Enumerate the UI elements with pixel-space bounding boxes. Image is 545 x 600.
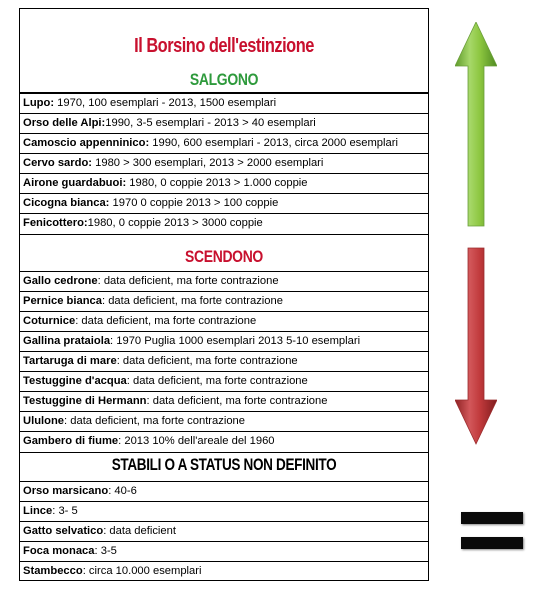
table-row — [20, 431, 428, 451]
table-row — [20, 133, 428, 153]
section-heading-stable: STABILI O A STATUS NON DEFINITO — [111, 456, 337, 474]
species-status: : data deficient, ma forte contrazione — [116, 355, 298, 367]
species-name: Lupo: — [23, 97, 55, 109]
species-status: : 3- 5 — [52, 505, 78, 517]
table-row — [20, 541, 428, 561]
extinction-table — [19, 8, 429, 581]
species-status: : 3-5 — [94, 545, 117, 557]
table-row — [20, 331, 428, 351]
species-name: Gallina prataiola — [23, 335, 111, 347]
species-name: Coturnice — [23, 315, 76, 327]
section-heading-up: SALGONO — [189, 70, 259, 89]
table-row — [20, 481, 428, 501]
species-status: : data deficient — [103, 525, 176, 537]
species-name: Testuggine di Hermann — [23, 395, 147, 407]
species-name: Camoscio appenninico: — [23, 137, 150, 149]
species-status: : 2013 10% dell'areale del 1960 — [118, 435, 275, 447]
table-row — [20, 311, 428, 331]
equals-icon — [461, 537, 523, 549]
species-status: : data deficient, ma forte contrazione — [101, 295, 283, 307]
table-row — [20, 501, 428, 521]
species-name: Gatto selvatico — [23, 525, 104, 537]
species-name: Lince — [23, 505, 53, 517]
table-row — [20, 271, 428, 291]
table-row — [20, 193, 428, 213]
table-row — [20, 173, 428, 193]
species-name: Orso delle Alpi: — [23, 117, 106, 129]
species-name: Gambero di fiume — [23, 435, 119, 447]
species-status: : circa 10.000 esemplari — [82, 565, 202, 577]
species-status: 1980, 0 coppie 2013 > 1.000 coppie — [126, 177, 308, 189]
table-row — [20, 561, 428, 581]
species-status: 1980 > 300 esemplari, 2013 > 2000 esemplari — [92, 157, 324, 169]
species-name: Ululone — [23, 415, 65, 427]
species-status: 1980, 0 coppie 2013 > 3000 coppie — [87, 217, 263, 229]
species-name: Fenicottero: — [23, 217, 88, 229]
divider — [20, 452, 428, 453]
up-arrow-icon — [455, 22, 497, 226]
species-name: Gallo cedrone — [23, 275, 98, 287]
section-heading-down: SCENDONO — [185, 247, 263, 266]
equals-icon — [461, 512, 523, 524]
table-row — [20, 411, 428, 431]
table-row — [20, 213, 428, 233]
species-status: 1990, 600 esemplari - 2013, circa 2000 esemplari — [149, 137, 398, 149]
species-name: Testuggine d'acqua — [23, 375, 127, 387]
species-name: Airone guardabuoi: — [23, 177, 127, 189]
table-row — [20, 113, 428, 133]
divider — [20, 234, 428, 235]
down-arrow-icon — [455, 248, 497, 444]
species-status: : data deficient, ma forte contrazione — [75, 315, 257, 327]
table-row — [20, 521, 428, 541]
table-row — [20, 93, 428, 113]
species-status: : data deficient, ma forte contrazione — [146, 395, 328, 407]
species-status: : data deficient, ma forte contrazione — [64, 415, 245, 427]
species-name: Pernice bianca — [23, 295, 102, 307]
species-status: : data deficient, ma forte contrazione — [97, 275, 279, 287]
species-status: 1970 0 coppie 2013 > 100 coppie — [109, 197, 279, 209]
species-status: : data deficient, ma forte contrazione — [126, 375, 308, 387]
species-name: Cicogna bianca: — [23, 197, 110, 209]
page-title: Il Borsino dell'estinzione — [134, 35, 314, 57]
trend-arrows — [455, 22, 497, 462]
species-status: 1970, 100 esemplari - 2013, 1500 esemplari — [54, 97, 277, 109]
species-status: 1990, 3-5 esemplari - 2013 > 40 esemplari — [105, 117, 316, 129]
species-name: Orso marsicano — [23, 485, 109, 497]
species-status: : 40-6 — [108, 485, 137, 497]
table-row — [20, 391, 428, 411]
species-name: Foca monaca — [23, 545, 95, 557]
table-row — [20, 291, 428, 311]
table-row — [20, 371, 428, 391]
table-row — [20, 351, 428, 371]
species-name: Tartaruga di mare — [23, 355, 117, 367]
species-name: Cervo sardo: — [23, 157, 93, 169]
table-row — [20, 153, 428, 173]
species-status: : 1970 Puglia 1000 esemplari 2013 5-10 esemplari — [110, 335, 361, 347]
species-name: Stambecco — [23, 565, 83, 577]
